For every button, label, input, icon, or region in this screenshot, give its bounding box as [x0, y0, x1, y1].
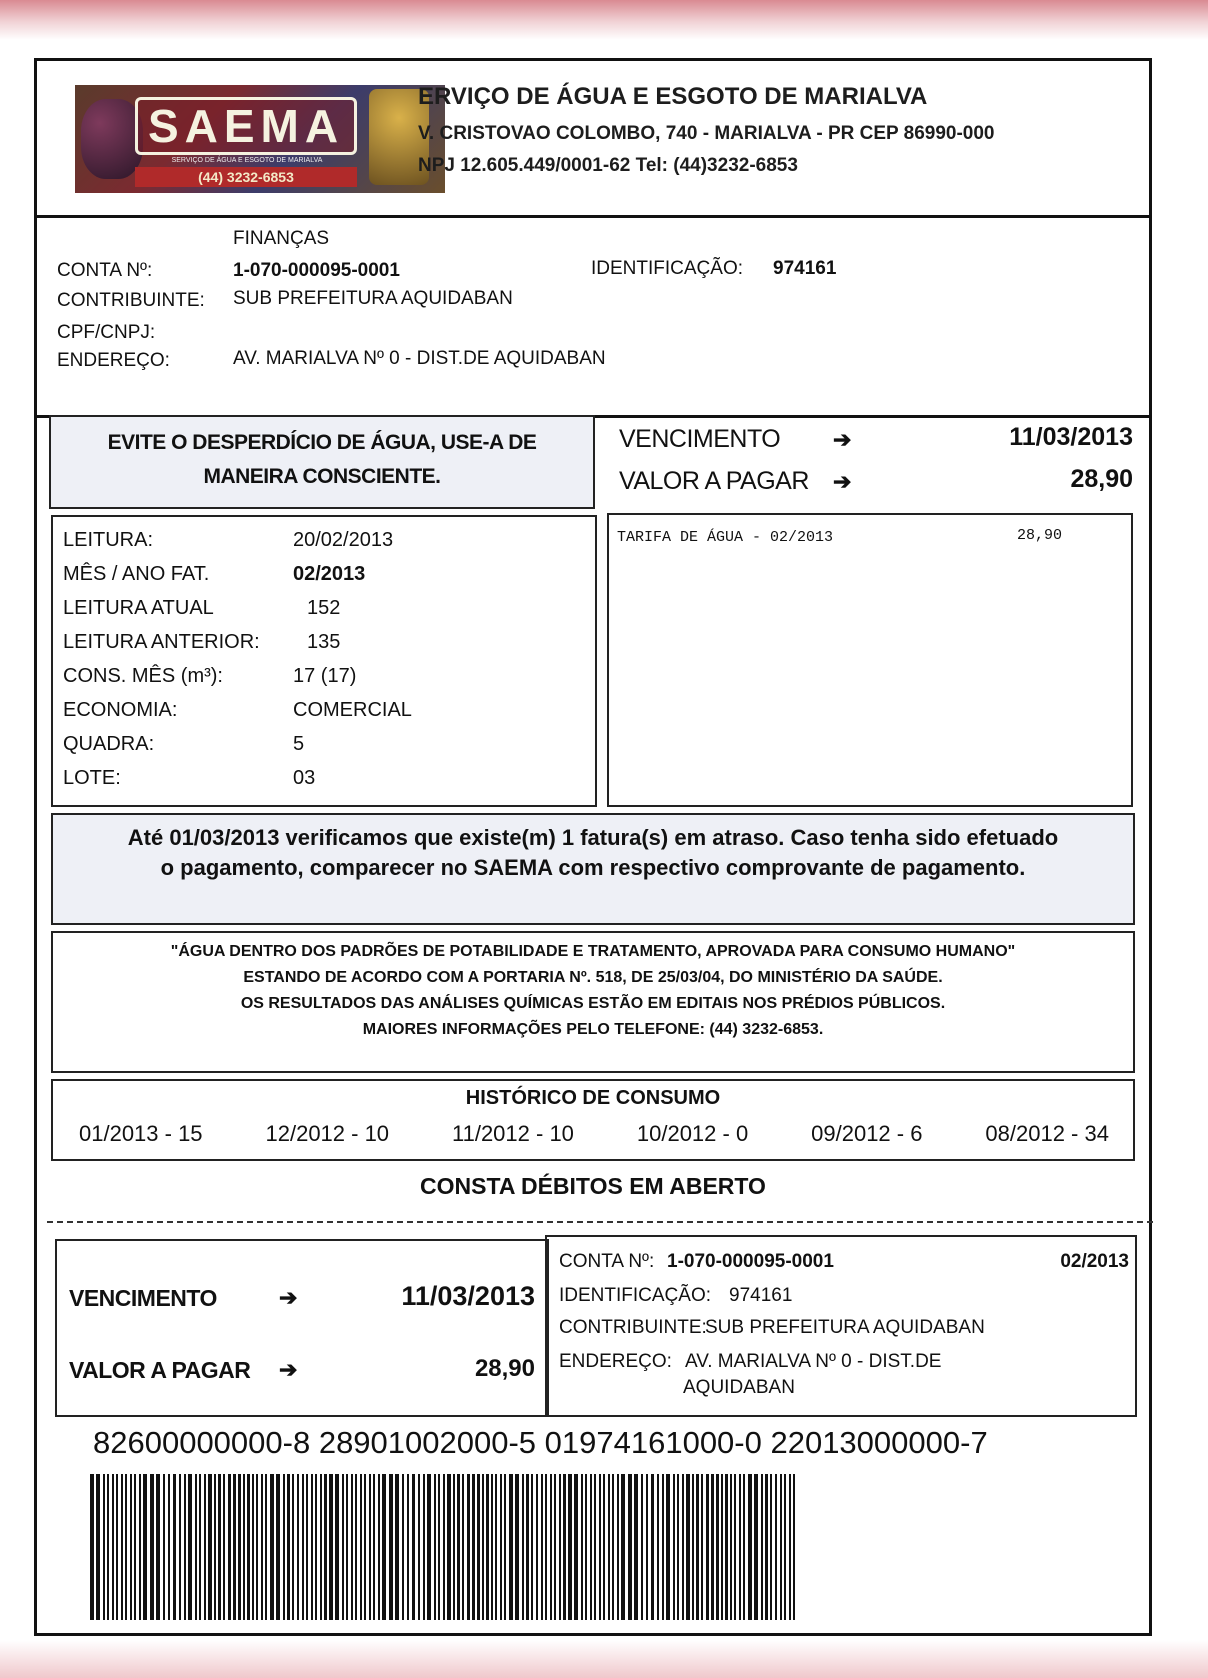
arrow-right-icon: ➔	[279, 1357, 298, 1382]
barcode-bar	[346, 1474, 348, 1620]
barcode-bar	[163, 1474, 165, 1620]
barcode-bar	[121, 1474, 123, 1620]
barcode-bar	[179, 1474, 181, 1620]
barcode-bar	[739, 1474, 741, 1620]
barcode-bar	[775, 1474, 777, 1620]
barcode-bar	[378, 1474, 380, 1620]
notice-line-2: MANEIRA CONSCIENTE.	[203, 465, 441, 488]
barcode-bar	[311, 1474, 313, 1620]
stub-contrib-value: SUB PREFEITURA AQUIDABAN	[705, 1317, 985, 1338]
barcode-bar	[743, 1474, 745, 1620]
barcode-bar	[335, 1474, 339, 1620]
barcode-bar	[692, 1474, 694, 1620]
stub-due-date: 11/03/2013	[401, 1281, 535, 1311]
arrow-right-icon: ➔	[279, 1285, 298, 1310]
reading-value: 02/2013	[293, 563, 366, 585]
barcode-bar	[641, 1474, 643, 1620]
barcode-bar	[382, 1474, 386, 1620]
barcode-bar	[306, 1474, 308, 1620]
barcode-bar	[531, 1474, 533, 1620]
reading-value: 135	[307, 631, 341, 653]
water-quality-notice	[51, 931, 1135, 1073]
barcode-bar	[130, 1474, 132, 1620]
stub-account	[545, 1235, 1137, 1417]
reading-label: LEITURA ATUAL	[63, 597, 214, 619]
stub-contrib-label: CONTRIBUINTE:	[559, 1317, 707, 1338]
stub-amount: 28,90	[474, 1355, 535, 1382]
barcode-bar	[204, 1474, 206, 1620]
perforation-line	[47, 1221, 1153, 1223]
barcode-bar	[364, 1474, 366, 1620]
company-name: ERVIÇO DE ÁGUA E ESGOTO DE MARIALVA	[418, 83, 928, 110]
logo-phone: (44) 3232-6853	[135, 167, 357, 187]
barcode-bar	[541, 1474, 543, 1620]
barcode-bar	[472, 1474, 475, 1620]
barcode-bar	[603, 1474, 605, 1620]
payment-summary	[597, 417, 1149, 509]
overdue-notice	[51, 813, 1135, 925]
amount-label: VALOR A PAGAR	[619, 467, 809, 495]
barcode-bar	[686, 1474, 690, 1620]
barcode-bar	[730, 1474, 732, 1620]
barcode-bar	[156, 1474, 160, 1620]
reading-details	[51, 515, 597, 807]
history-list	[79, 1121, 1109, 1147]
history-item: 11/2012 - 10	[452, 1121, 574, 1146]
barcode-bar	[651, 1474, 654, 1620]
history-item: 12/2012 - 10	[265, 1121, 390, 1146]
barcode-bar	[342, 1474, 344, 1620]
barcode-bar	[545, 1474, 547, 1620]
barcode-bar	[139, 1474, 141, 1620]
barcode-bar	[784, 1474, 786, 1620]
barcode-bar	[143, 1474, 147, 1620]
barcode-bar	[559, 1474, 561, 1620]
reading-label: QUADRA:	[63, 733, 155, 755]
barcode-bar	[657, 1474, 659, 1620]
quality-line-1: "ÁGUA DENTRO DOS PADRÕES DE POTABILIDADE E TRATAMENTO, APROVADA PARA CONSUMO HUMANO"	[170, 943, 1016, 960]
history-item: 01/2013 - 15	[79, 1121, 203, 1146]
barcode-bar	[666, 1474, 670, 1620]
reading-value: 152	[307, 597, 341, 619]
saema-logo	[75, 85, 445, 193]
barcode-bar	[228, 1474, 231, 1620]
charge-amount: 28,90	[1017, 527, 1063, 544]
barcode-bar	[276, 1474, 280, 1620]
reading-label: LEITURA:	[63, 529, 154, 551]
barcode-bar	[526, 1474, 529, 1620]
quality-line-2: ESTANDO DE ACORDO COM A PORTARIA Nº. 518, DE 25/03/04, DO MINISTÉRIO DA SAÚDE.	[243, 969, 943, 986]
stub-due-label: VENCIMENTO	[69, 1285, 217, 1311]
address-value: AV. MARIALVA Nº 0 - DIST.DE AQUIDABAN	[233, 348, 606, 369]
barcode-bar	[563, 1474, 566, 1620]
barcode-bar	[491, 1474, 493, 1620]
barcode-bar	[188, 1474, 192, 1620]
barcode-bar	[608, 1474, 610, 1620]
contributor-value: SUB PREFEITURA AQUIDABAN	[233, 288, 513, 309]
conservation-notice	[49, 415, 595, 509]
barcode-bar	[283, 1474, 285, 1620]
barcode-bar	[112, 1474, 114, 1620]
barcode-bar	[173, 1474, 176, 1620]
barcode-bar	[184, 1474, 186, 1620]
barcode-bar	[780, 1474, 782, 1620]
barcode-bar	[550, 1474, 552, 1620]
barcode-bar	[243, 1474, 245, 1620]
identification-label: IDENTIFICAÇÃO:	[591, 258, 744, 279]
barcode-bar	[351, 1474, 353, 1620]
history-item: 10/2012 - 0	[636, 1121, 749, 1146]
barcode-bar	[621, 1474, 625, 1620]
barcode-bar	[677, 1474, 679, 1620]
barcode-bar	[522, 1474, 524, 1620]
barcode-bar	[574, 1474, 578, 1620]
barcode-bar	[315, 1474, 317, 1620]
barcode-bar	[646, 1474, 648, 1620]
barcode-bar	[427, 1474, 431, 1620]
barcode-bar	[716, 1474, 719, 1620]
barcode-bar	[568, 1474, 572, 1620]
barcode-bar	[238, 1474, 241, 1620]
reading-value: 17 (17)	[293, 665, 357, 687]
water-bill	[34, 58, 1152, 1636]
barcode-bar	[423, 1474, 425, 1620]
amount-due: 28,90	[1070, 465, 1133, 493]
logo-subtitle: SERVIÇO DE ÁGUA E ESGOTO DE MARIALVA	[171, 157, 323, 164]
barcode-bar	[402, 1474, 404, 1620]
barcode-bar	[447, 1474, 451, 1620]
barcode-bar	[247, 1474, 250, 1620]
barcode-bar	[500, 1474, 502, 1620]
barcode-bar	[96, 1474, 100, 1620]
barcode-bar	[701, 1474, 703, 1620]
stub-period: 02/2013	[1060, 1251, 1129, 1272]
barcode-bar	[125, 1474, 127, 1620]
digitable-line: 82600000000-8 28901002000-5 01974161000-0 22013000000-7	[93, 1425, 988, 1460]
barcode-bar	[395, 1474, 399, 1620]
reading-value: 5	[293, 733, 305, 755]
barcode-bar	[682, 1474, 684, 1620]
barcode-bar	[134, 1474, 136, 1620]
grapes-icon	[81, 99, 143, 179]
barcode-bar	[369, 1474, 371, 1620]
barcode-bar	[287, 1474, 290, 1620]
barcode-bar	[90, 1474, 94, 1620]
barcode-bar	[734, 1474, 736, 1620]
quality-line-3: OS RESULTADOS DAS ANÁLISES QUÍMICAS ESTÃO EM EDITAIS NOS PRÉDIOS PÚBLICOS.	[240, 995, 946, 1012]
account-label: CONTA Nº:	[57, 260, 153, 281]
barcode-bar	[292, 1474, 294, 1620]
barcode-bar	[297, 1474, 299, 1620]
reading-label: LOTE:	[63, 767, 121, 789]
barcode-bar	[208, 1474, 212, 1620]
barcode	[90, 1474, 798, 1620]
cpf-label: CPF/CNPJ:	[57, 322, 156, 343]
due-label: VENCIMENTO	[619, 425, 781, 453]
stub-account-label: CONTA Nº:	[559, 1251, 655, 1272]
barcode-bar	[486, 1474, 489, 1620]
barcode-bar	[793, 1474, 795, 1620]
barcode-bar	[389, 1474, 393, 1620]
barcode-bar	[673, 1474, 675, 1620]
barcode-bar	[634, 1474, 638, 1620]
barcode-bar	[252, 1474, 254, 1620]
barcode-bar	[696, 1474, 699, 1620]
identification-value: 974161	[773, 258, 837, 279]
barcode-bar	[594, 1474, 596, 1620]
stub-account-number: 1-070-000095-0001	[667, 1251, 834, 1272]
barcode-bar	[504, 1474, 506, 1620]
barcode-bar	[754, 1474, 758, 1620]
barcode-bar	[320, 1474, 322, 1620]
barcode-bar	[765, 1474, 768, 1620]
barcode-bar	[324, 1474, 327, 1620]
barcode-bar	[360, 1474, 362, 1620]
notice-line-1: EVITE O DESPERDÍCIO DE ÁGUA, USE-A DE	[107, 431, 537, 454]
barcode-bar	[477, 1474, 480, 1620]
barcode-bar	[515, 1474, 519, 1620]
address-label: ENDEREÇO:	[57, 350, 170, 371]
overdue-line-2: o pagamento, comparecer no SAEMA com respectivo comprovante de pagamento.	[160, 855, 1026, 880]
bill-header	[37, 61, 1149, 218]
barcode-bar	[329, 1474, 333, 1620]
barcode-bar	[407, 1474, 409, 1620]
barcode-bar	[721, 1474, 723, 1620]
barcode-bar	[195, 1474, 197, 1620]
barcode-bar	[116, 1474, 118, 1620]
barcode-bar	[509, 1474, 513, 1620]
barcode-bar	[261, 1474, 263, 1620]
charges-box	[607, 513, 1133, 807]
stub-amount-label: VALOR A PAGAR	[69, 1357, 251, 1383]
barcode-bar	[443, 1474, 445, 1620]
barcode-bar	[418, 1474, 420, 1620]
barcode-bar	[585, 1474, 587, 1620]
barcode-bar	[581, 1474, 583, 1620]
barcode-bar	[453, 1474, 455, 1620]
barcode-bar	[107, 1474, 109, 1620]
barcode-bar	[662, 1474, 664, 1620]
barcode-bar	[270, 1474, 274, 1620]
reading-value: 03	[293, 767, 316, 789]
reading-label: MÊS / ANO FAT.	[63, 563, 210, 585]
due-date: 11/03/2013	[1009, 423, 1133, 451]
barcode-bar	[467, 1474, 470, 1620]
barcode-bar	[265, 1474, 267, 1620]
stub-ident-value: 974161	[729, 1285, 793, 1306]
barcode-bar	[256, 1474, 258, 1620]
barcode-bar	[168, 1474, 170, 1620]
client-info	[37, 218, 1149, 418]
barcode-bar	[706, 1474, 709, 1620]
logo-wordmark: SAEMA	[135, 97, 357, 155]
quality-line-4: MAIORES INFORMAÇÕES PELO TELEFONE: (44) 3232-6853.	[362, 1021, 824, 1038]
barcode-bar	[482, 1474, 484, 1620]
stub-payment	[55, 1239, 549, 1417]
contributor-label: CONTRIBUINTE:	[57, 290, 205, 311]
barcode-bar	[438, 1474, 440, 1620]
barcode-bar	[302, 1474, 304, 1620]
barcode-bar	[599, 1474, 601, 1620]
barcode-bar	[748, 1474, 752, 1620]
charge-item: TARIFA DE ÁGUA - 02/2013	[617, 529, 834, 546]
debts-notice: CONSTA DÉBITOS EM ABERTO	[420, 1173, 766, 1199]
stub-ident-label: IDENTIFICAÇÃO:	[559, 1285, 712, 1306]
barcode-bar	[628, 1474, 632, 1620]
arrow-right-icon: ➔	[833, 469, 852, 494]
barcode-bar	[789, 1474, 791, 1620]
history-title: HISTÓRICO DE CONSUMO	[465, 1087, 721, 1109]
barcode-bar	[218, 1474, 221, 1620]
barcode-bar	[725, 1474, 728, 1620]
barcode-bar	[536, 1474, 538, 1620]
account-number: 1-070-000095-0001	[233, 260, 400, 281]
barcode-bar	[434, 1474, 436, 1620]
barcode-bar	[355, 1474, 357, 1620]
stub-address-label: ENDEREÇO:	[559, 1351, 672, 1372]
stub-address-value-2: AQUIDABAN	[683, 1377, 795, 1398]
reading-label: CONS. MÊS (m³):	[63, 665, 223, 687]
reading-value: COMERCIAL	[293, 699, 412, 721]
barcode-bar	[554, 1474, 556, 1620]
barcode-bar	[233, 1474, 236, 1620]
history-item: 08/2012 - 34	[985, 1121, 1109, 1146]
reading-value: 20/02/2013	[293, 529, 394, 551]
arrow-right-icon: ➔	[833, 427, 852, 452]
history-item: 09/2012 - 6	[811, 1121, 923, 1146]
overdue-line-1: Até 01/03/2013 verificamos que existe(m) 1 fatura(s) em atraso. Caso tenha sido efetuado	[127, 825, 1059, 850]
barcode-bar	[590, 1474, 592, 1620]
barcode-bar	[199, 1474, 201, 1620]
barcode-bar	[495, 1474, 497, 1620]
consumption-history	[51, 1079, 1135, 1161]
stub-address-value: AV. MARIALVA Nº 0 - DIST.DE	[685, 1351, 942, 1372]
barcode-bar	[373, 1474, 375, 1620]
reading-label: LEITURA ANTERIOR:	[63, 631, 260, 653]
barcode-bar	[457, 1474, 460, 1620]
barcode-bar	[711, 1474, 714, 1620]
barcode-bar	[617, 1474, 619, 1620]
barcode-bar	[462, 1474, 464, 1620]
section-label: FINANÇAS	[233, 228, 330, 249]
barcode-bar	[612, 1474, 614, 1620]
barcode-bar	[761, 1474, 763, 1620]
company-cnpj-phone: NPJ 12.605.449/0001-62 Tel: (44)3232-6853	[418, 155, 798, 176]
barcode-bar	[412, 1474, 415, 1620]
barcode-bar	[150, 1474, 154, 1620]
barcode-bar	[214, 1474, 216, 1620]
barcode-bar	[770, 1474, 772, 1620]
barcode-bar	[103, 1474, 105, 1620]
reading-label: ECONOMIA:	[63, 699, 178, 721]
barcode-bar	[223, 1474, 225, 1620]
company-address: V. CRISTOVAO COLOMBO, 740 - MARIALVA - PR CEP 86990-000	[418, 123, 995, 144]
